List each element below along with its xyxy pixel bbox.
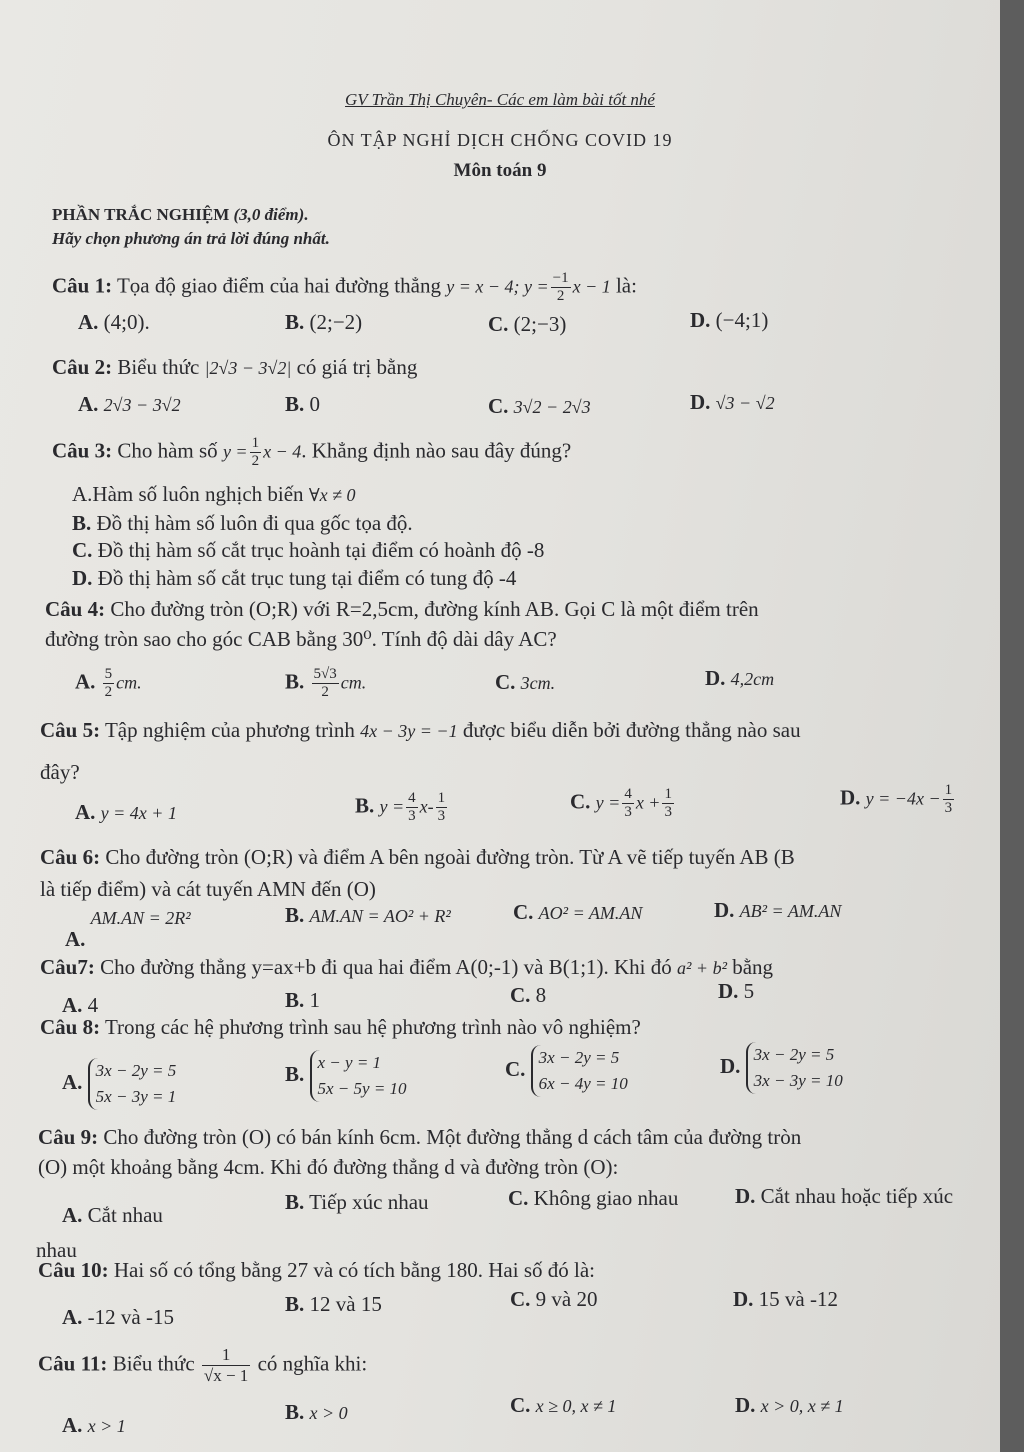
q5-option-c[interactable] (570, 786, 676, 821)
option-text: AO² = AM.AN (538, 903, 643, 923)
q7-option-d[interactable] (718, 979, 754, 1004)
option-label: A. (75, 669, 96, 694)
question-text-end: bằng (732, 955, 774, 979)
q10-option-c[interactable] (510, 1287, 598, 1312)
q2-option-c[interactable] (488, 394, 591, 419)
fraction-numerator: 5 (104, 666, 113, 682)
option-label: B. (285, 669, 305, 694)
option-label: B. (285, 1061, 305, 1086)
fraction-denominator: √x − 1 (203, 1366, 249, 1385)
option-label: D. (840, 785, 861, 810)
option-label: A. (62, 1413, 83, 1437)
option-text: 4,2cm (730, 669, 775, 689)
question-6-cont: là tiếp điểm) và cát tuyến AMN đến (O) (40, 877, 376, 901)
equation: 5x − 3y = 1 (95, 1087, 177, 1106)
option-label: C. (495, 670, 516, 694)
fraction-numerator: 4 (408, 790, 416, 806)
option-text: -12 và -15 (87, 1305, 174, 1329)
question-label: Câu 11: (38, 1351, 108, 1376)
option-label: C. (505, 1056, 526, 1081)
question-2 (52, 355, 417, 380)
option-text: Tiếp xúc nhau (309, 1190, 429, 1214)
option-label: D. (735, 1393, 756, 1417)
question-label: Câu 6: (40, 845, 101, 869)
question-text: Cho đường tròn (O;R) với R=2,5cm, đường kính AB. Gọi C là một điểm trên (110, 597, 759, 621)
option-label: B. (285, 1292, 305, 1316)
question-text: Tập nghiệm của phương trình (104, 718, 355, 742)
option-label: D. (690, 308, 711, 332)
equation: 3x − 3y = 10 (753, 1071, 843, 1090)
option-text: x + (635, 792, 661, 813)
fraction (202, 1345, 250, 1386)
fraction-numerator: −1 (552, 270, 569, 286)
q10-option-d[interactable] (733, 1287, 838, 1312)
question-text: Hai số có tổng bằng 27 và có tích bằng 180. Hai số đó là: (113, 1258, 595, 1282)
q7-option-c[interactable] (510, 983, 546, 1008)
section-instruction: Hãy chọn phương án trả lời đúng nhất. (52, 229, 330, 248)
fraction (622, 786, 634, 821)
option-text: y = −4x − (865, 788, 941, 809)
option-text: (−4;1) (715, 308, 769, 332)
equation: 6x − 4y = 10 (538, 1074, 628, 1093)
option-label: A. (65, 927, 86, 951)
question-10 (38, 1258, 595, 1283)
question-label: Câu 5: (40, 718, 101, 742)
q9-option-c[interactable] (508, 1186, 678, 1211)
q10-option-a[interactable] (62, 1305, 174, 1330)
q6-option-a[interactable] (65, 905, 191, 951)
section-heading-text: PHẦN TRẮC NGHIỆM (52, 205, 230, 224)
option-label: D. (720, 1053, 741, 1078)
question-label: Câu 9: (38, 1125, 99, 1149)
option-text: Đồ thị hàm số cắt trục hoành tại điểm có hoành độ -8 (97, 538, 545, 562)
fraction (436, 790, 448, 825)
q2-option-a[interactable] (78, 392, 181, 417)
option-text: 0 (309, 392, 321, 416)
question-11 (38, 1345, 367, 1386)
q1-option-b[interactable] (285, 310, 362, 335)
equation-part: y = x − 4; y = (446, 276, 549, 297)
question-label: Câu 2: (52, 355, 113, 379)
q11-option-c[interactable] (510, 1393, 616, 1418)
equation: 5x − 5y = 10 (317, 1079, 407, 1098)
option-text: √3 − √2 (715, 393, 775, 413)
q1-option-d[interactable] (690, 308, 768, 333)
fraction (406, 790, 418, 825)
option-text: x ≥ 0, x ≠ 1 (535, 1396, 617, 1416)
equation-part: x − 4 (263, 441, 302, 462)
fraction-denominator: 3 (408, 808, 416, 824)
question-4-cont: đường tròn sao cho góc CAB bằng 30⁰. Tính độ dài dây AC? (45, 627, 557, 651)
question-text: được biểu diễn bởi đường thẳng nào sau (462, 718, 801, 742)
option-label: C. (510, 1393, 531, 1417)
section-points: (3,0 điểm). (233, 205, 309, 224)
option-label: B. (285, 903, 305, 927)
q8-option-b[interactable] (285, 1050, 407, 1102)
option-text: y = (595, 792, 621, 813)
option-text: Cắt nhau (87, 1203, 163, 1227)
q1-option-c[interactable] (488, 312, 566, 337)
question-label: Câu 3: (52, 438, 113, 463)
question-3 (52, 435, 571, 470)
option-text: x > 1 (87, 1416, 126, 1436)
option-label: B. (72, 511, 92, 535)
option-label: C. (508, 1186, 529, 1210)
q2-option-d[interactable] (690, 390, 775, 415)
question-8 (40, 1015, 641, 1040)
fraction-denominator: 2 (251, 453, 260, 469)
teacher-note: GV Trần Thị Chuyên- Các em làm bài tốt nhé (345, 90, 655, 109)
option-label: C. (488, 312, 509, 336)
q2-option-b[interactable] (285, 392, 320, 417)
q8-option-a[interactable] (62, 1058, 176, 1110)
q6-option-d[interactable] (714, 898, 841, 923)
question-text: Tọa độ giao điểm của hai đường thẳng (116, 273, 441, 298)
subject-title: Môn toán 9 (453, 160, 547, 181)
equation-part: y = (222, 441, 248, 462)
q5-option-a[interactable] (75, 800, 177, 825)
option-text: (2;−2) (309, 310, 363, 334)
question-9 (38, 1125, 801, 1150)
option-label: C. (72, 538, 93, 562)
q4-option-b[interactable] (285, 666, 366, 701)
option-text: (4;0). (103, 310, 150, 334)
q3-option-b[interactable] (72, 511, 413, 536)
q11-option-a[interactable] (62, 1413, 126, 1438)
fraction-numerator: 5√3 (313, 666, 337, 682)
q8-option-d[interactable] (720, 1042, 843, 1094)
option-text: 15 và -12 (758, 1287, 838, 1311)
fraction-numerator: 1 (251, 435, 260, 451)
page-title: ÔN TẬP NGHỈ DỊCH CHỐNG COVID 19 (327, 130, 673, 150)
option-label: B. (355, 793, 375, 818)
fraction-numerator: 4 (624, 786, 632, 802)
question-text: Biểu thức (117, 355, 200, 379)
equation: 3x − 2y = 5 (95, 1061, 177, 1080)
fraction-numerator: 1 (437, 790, 446, 806)
option-text: x > 0 (309, 1403, 348, 1423)
q3-option-c[interactable] (72, 538, 544, 563)
option-label: B. (285, 1190, 305, 1214)
option-label: C. (510, 1287, 531, 1311)
question-text: Cho đường tròn (O;R) và điểm A bên ngoài đường tròn. Từ A vẽ tiếp tuyến AB (B (105, 845, 795, 869)
q4-option-c[interactable] (495, 670, 555, 695)
equation: 4x − 3y = −1 (360, 721, 458, 741)
option-text: 2√3 − 3√2 (103, 395, 181, 415)
section-heading (52, 205, 309, 225)
option-text: 3√2 − 2√3 (513, 397, 591, 417)
option-text: y = 4x + 1 (100, 803, 177, 823)
option-label: B. (285, 310, 305, 334)
fraction-denominator: 2 (104, 684, 113, 700)
question-text-end: . Khẳng định nào sau đây đúng? (301, 438, 572, 463)
option-label: A. (75, 800, 96, 824)
option-label: C. (513, 900, 534, 924)
q1-option-a[interactable] (78, 310, 150, 335)
option-label: C. (488, 394, 509, 418)
fraction (551, 270, 571, 305)
option-text: AM.AN = 2R² (90, 908, 191, 928)
option-label: A. (62, 1305, 83, 1329)
option-unit: cm. (340, 672, 367, 693)
fraction (250, 435, 262, 470)
fraction-numerator: 1 (664, 786, 672, 802)
q6-option-b[interactable] (285, 903, 451, 928)
question-6 (40, 845, 795, 870)
option-label: B. (285, 392, 305, 416)
option-text: y = (379, 796, 405, 817)
option-text: 5 (743, 979, 755, 1003)
question-text-end: là: (615, 273, 637, 298)
q9-option-a[interactable] (62, 1203, 163, 1228)
q3-option-d[interactable] (72, 566, 516, 591)
fraction (943, 782, 955, 817)
fraction-numerator: 1 (202, 1345, 250, 1366)
expression: |2√3 − 3√2| (204, 358, 292, 378)
option-text: Đồ thị hàm số luôn đi qua gốc tọa độ. (96, 511, 413, 535)
q9-option-d-cont: nhau (36, 1238, 77, 1262)
option-text: Không giao nhau (533, 1186, 679, 1210)
option-label: D. (690, 390, 711, 414)
question-label: Câu 10: (38, 1258, 109, 1282)
option-text: A.Hàm số luôn nghịch biến (72, 482, 304, 506)
option-text: AB² = AM.AN (739, 901, 842, 921)
option-label: D. (718, 979, 739, 1003)
option-text: x > 0, x ≠ 1 (760, 1396, 844, 1416)
fraction-denominator: 2 (321, 684, 329, 700)
equation: 3x − 2y = 5 (538, 1048, 620, 1067)
equation-system (746, 1042, 843, 1094)
fraction (103, 666, 115, 701)
equation-system (531, 1045, 628, 1097)
option-label: A. (62, 1069, 83, 1094)
q5-option-b[interactable] (355, 790, 449, 825)
q6-option-c[interactable] (513, 900, 642, 925)
equation: x − y = 1 (317, 1053, 382, 1072)
q5-option-d[interactable] (840, 782, 956, 817)
q9-option-b[interactable] (285, 1190, 429, 1215)
option-text: AM.AN = AO² + R² (309, 906, 451, 926)
q10-option-b[interactable] (285, 1292, 382, 1317)
q3-option-a[interactable] (72, 482, 356, 507)
option-text: 9 và 20 (535, 1287, 598, 1311)
option-label: A. (78, 392, 99, 416)
fraction (312, 666, 339, 701)
equation-system (310, 1050, 407, 1102)
option-label: D. (714, 898, 735, 922)
equation-part: x − 1 (572, 276, 611, 297)
equation-system (88, 1058, 177, 1110)
fraction-denominator: 3 (624, 804, 632, 820)
option-text: (2;−3) (513, 312, 567, 336)
q11-option-d[interactable] (735, 1393, 844, 1418)
question-label: Câu 8: (40, 1015, 101, 1039)
q9-option-d[interactable] (735, 1184, 953, 1209)
question-7 (40, 955, 773, 980)
fraction-denominator: 3 (437, 808, 446, 824)
option-text: Cắt nhau hoặc tiếp xúc (760, 1184, 954, 1208)
fraction-denominator: 2 (556, 288, 565, 304)
option-unit: cm. (116, 672, 142, 693)
option-text: x- (419, 796, 434, 817)
q11-option-b[interactable] (285, 1400, 348, 1425)
option-text: 8 (535, 983, 547, 1007)
question-5 (40, 718, 801, 743)
question-5-cont: đây? (40, 760, 80, 784)
q8-option-c[interactable] (505, 1045, 628, 1097)
option-label: D. (735, 1184, 756, 1208)
option-label: D. (72, 566, 93, 590)
question-4 (45, 597, 759, 622)
expression: a² + b² (677, 958, 727, 978)
option-text: Đồ thị hàm số cắt trục tung tại điểm có tung độ -4 (97, 566, 517, 590)
question-label: Câu7: (40, 955, 95, 979)
option-label: C. (570, 789, 591, 814)
question-label: Câu 1: (52, 273, 113, 298)
fraction-denominator: 3 (664, 804, 672, 820)
option-label: A. (62, 993, 83, 1017)
option-label: D. (733, 1287, 754, 1311)
option-math: ∀x ≠ 0 (308, 485, 356, 505)
q4-option-a[interactable] (75, 666, 142, 701)
fraction (662, 786, 674, 821)
question-9-cont: (O) một khoảng bằng 4cm. Khi đó đường thẳng d và đường tròn (O): (38, 1155, 619, 1179)
q7-option-b[interactable] (285, 988, 320, 1013)
option-label: D. (705, 666, 726, 690)
option-text: 12 và 15 (309, 1292, 382, 1316)
option-text: 3cm. (520, 673, 556, 693)
question-text: Cho đường tròn (O) có bán kính 6cm. Một đường thẳng d cách tâm của đường tròn (103, 1125, 802, 1149)
question-text: Trong các hệ phương trình sau hệ phương trình nào vô nghiệm? (104, 1015, 641, 1039)
fraction-denominator: 3 (944, 800, 953, 816)
q4-option-d[interactable] (705, 666, 774, 691)
question-text: Cho đường thẳng y=ax+b đi qua hai điểm A(0;-1) và B(1;1). Khi đó (100, 955, 672, 979)
question-text: Biểu thức (112, 1351, 195, 1376)
option-label: A. (62, 1203, 83, 1227)
question-text-end: có giá trị bằng (296, 355, 418, 379)
option-label: B. (285, 988, 305, 1012)
option-text: 1 (309, 988, 321, 1012)
question-text: Cho hàm số (117, 438, 218, 463)
equation: 3x − 2y = 5 (753, 1045, 835, 1064)
question-text-end: có nghĩa khi: (257, 1351, 368, 1376)
option-label: A. (78, 310, 99, 334)
question-1 (52, 270, 637, 305)
question-label: Câu 4: (45, 597, 106, 621)
option-label: C. (510, 983, 531, 1007)
fraction-numerator: 1 (944, 782, 953, 798)
option-label: B. (285, 1400, 305, 1424)
option-text: 4 (87, 993, 99, 1017)
